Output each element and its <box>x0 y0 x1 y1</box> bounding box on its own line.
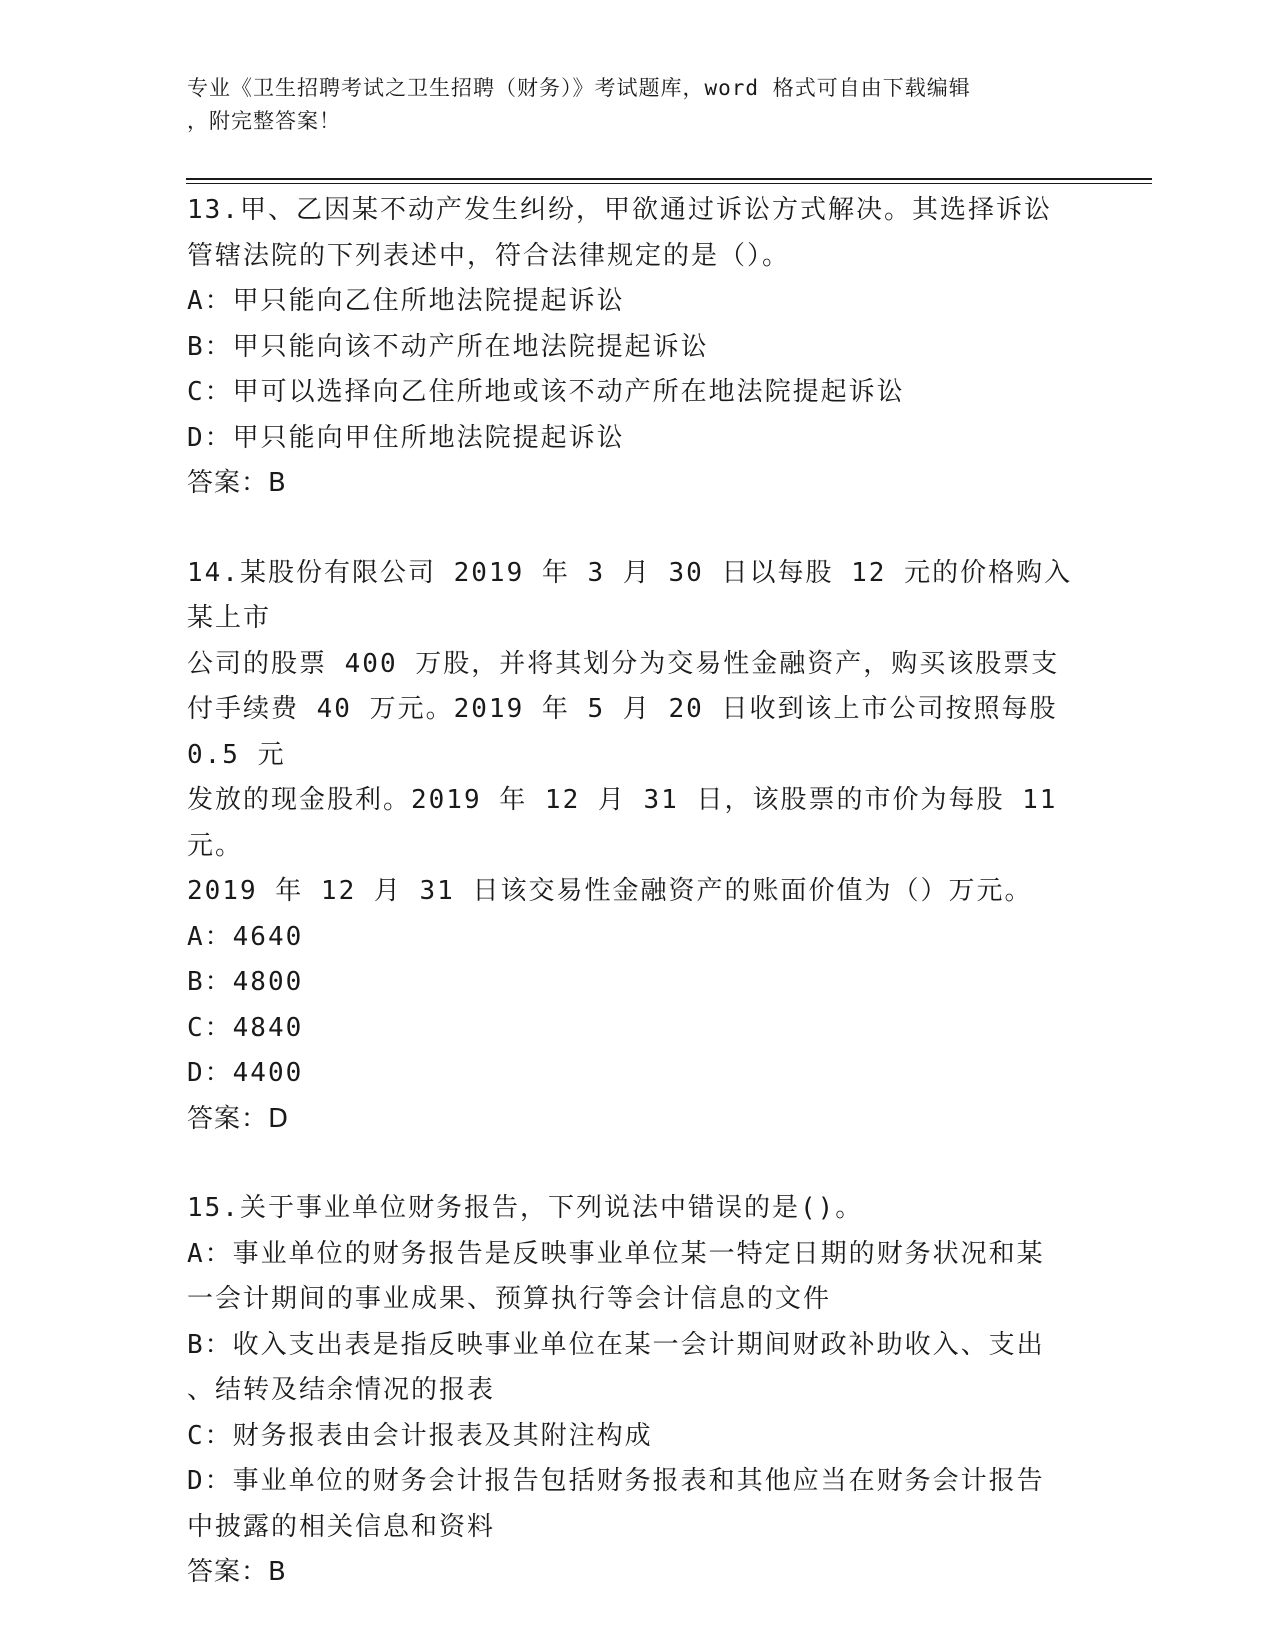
option-c: C：甲可以选择向乙住所地或该不动产所在地法院提起诉讼 <box>187 377 905 407</box>
option-d: D：4400 <box>187 1058 304 1088</box>
option-d-continued: 中披露的相关信息和资料 <box>187 1511 496 1542</box>
header-rule-thin <box>186 183 1152 184</box>
question-stem-line: 14.某股份有限公司 2019 年 3 月 30 日以每股 12 元的价格购入某上市 <box>187 557 1073 633</box>
option-b: B：4800 <box>187 967 304 997</box>
question-stem-line: 发放的现金股利。2019 年 12 月 31 日，该股票的市价为每股 11 元。 <box>187 785 1076 861</box>
question-14 <box>187 551 1087 1143</box>
option-b: B：甲只能向该不动产所在地法院提起诉讼 <box>187 331 709 362</box>
header-line-1: 专业《卫生招聘考试之卫生招聘（财务）》考试题库，word 格式可自由下载编辑 <box>187 76 971 100</box>
question-stem-line: 管辖法院的下列表述中，符合法律规定的是（）。 <box>187 240 791 271</box>
header-line-2: ，附完整答案！ <box>187 109 341 133</box>
document-header <box>187 72 1067 138</box>
question-stem-line: 15.关于事业单位财务报告，下列说法中错误的是()。 <box>187 1193 864 1223</box>
question-list <box>187 188 1087 1636</box>
question-stem-line: 公司的股票 400 万股，并将其划分为交易性金融资产，购买该股票支 <box>187 648 1060 679</box>
option-c: C：4840 <box>187 1012 304 1043</box>
answer-label: 答案：B <box>187 1557 287 1587</box>
header-rule-thick <box>186 178 1152 180</box>
option-d: D：事业单位的财务会计报告包括财务报表和其他应当在财务会计报告 <box>187 1466 1045 1496</box>
option-b-continued: 、结转及结余情况的报表 <box>187 1375 496 1405</box>
option-b: B：收入支出表是指反映事业单位在某一会计期间财政补助收入、支出 <box>187 1329 1045 1360</box>
option-a-continued: 一会计期间的事业成果、预算执行等会计信息的文件 <box>187 1284 832 1314</box>
question-13 <box>187 188 1087 507</box>
option-c: C：财务报表由会计报表及其附注构成 <box>187 1420 653 1451</box>
option-a: A：4640 <box>187 921 304 952</box>
option-a: A：事业单位的财务报告是反映事业单位某一特定日期的财务状况和某 <box>187 1238 1045 1269</box>
option-d: D：甲只能向甲住所地法院提起诉讼 <box>187 422 625 453</box>
question-15 <box>187 1186 1087 1596</box>
option-a: A：甲只能向乙住所地法院提起诉讼 <box>187 286 625 316</box>
answer-label: 答案：B <box>187 468 287 498</box>
answer-label: 答案：D <box>187 1103 290 1134</box>
question-stem-line: 付手续费 40 万元。2019 年 5 月 20 日收到该上市公司按照每股 0.5 元 <box>187 694 1076 770</box>
question-stem-line: 13.甲、乙因某不动产发生纠纷，甲欲通过诉讼方式解决。其选择诉讼 <box>187 195 1052 225</box>
question-stem-line: 2019 年 12 月 31 日该交易性金融资产的账面价值为（）万元。 <box>187 876 1033 906</box>
